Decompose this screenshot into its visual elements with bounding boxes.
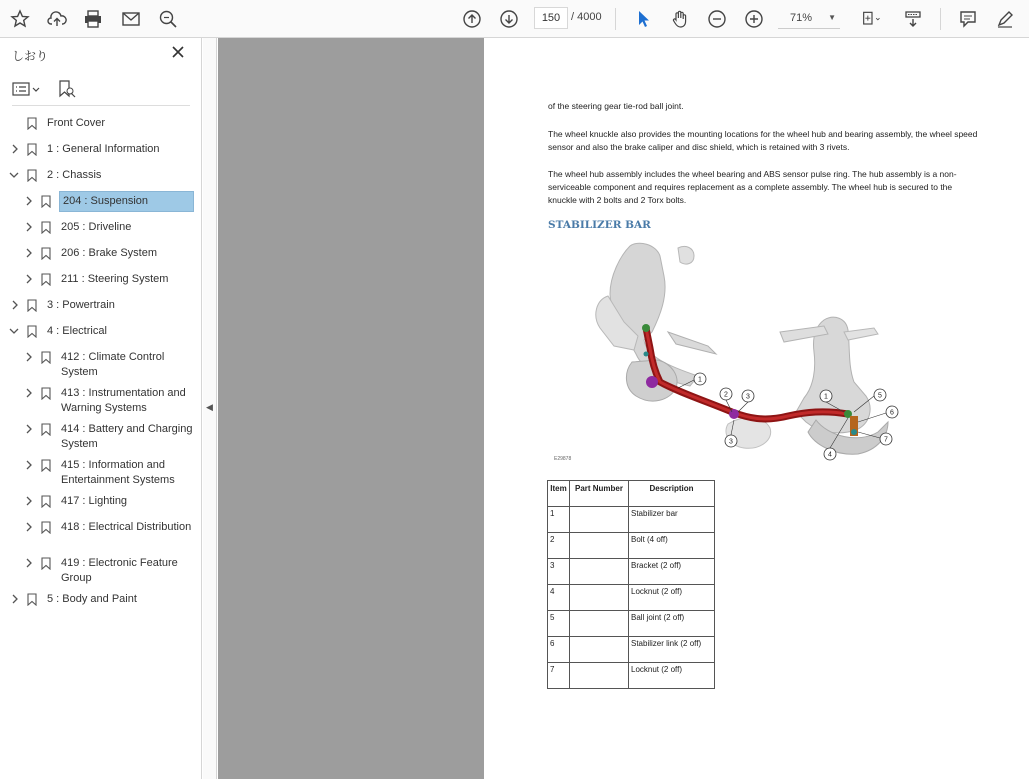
bookmark-label: 414 : Battery and Charging System [61,423,193,450]
table-cell: Ball joint (2 off) [629,611,715,637]
table-row [548,559,715,585]
chevron-right-icon[interactable] [24,248,34,258]
bookmark-label: Front Cover [47,117,106,129]
table-cell: 4 [548,585,570,611]
zoom-out-icon[interactable] [704,6,730,32]
bookmark-label: 2 : Chassis [47,169,102,181]
paragraph: of the steering gear tie-rod ball joint. [548,101,684,111]
chevron-down-icon[interactable] [9,170,19,180]
page-total: / 4000 [571,11,602,23]
stabilizer-bar-illustration [548,236,908,468]
bookmark-icon [27,117,37,130]
bookmark-label: 206 : Brake System [61,247,157,259]
bookmark-icon [27,169,37,182]
next-page-icon[interactable] [496,6,522,32]
bookmark-star-icon[interactable] [7,6,33,32]
collapse-panel-icon[interactable]: ◀ [206,402,213,412]
bookmark-icon [41,423,51,436]
email-icon[interactable] [118,6,144,32]
bookmark-label: 417 : Lighting [61,495,128,507]
callout-label: 5 [878,392,882,400]
bookmark-label: 211 : Steering System [61,273,169,285]
chevron-right-icon[interactable] [24,522,34,532]
table-row [548,663,715,689]
callout-label: 3 [746,393,750,401]
callout-label: 1 [698,376,702,384]
comment-icon[interactable] [955,6,981,32]
bookmark-icon [27,325,37,338]
callout-label: 6 [890,409,894,417]
table-cell [570,559,629,585]
bookmark-label: 413 : Instrumentation and Warning Systems [61,387,186,414]
scroll-mode-icon[interactable] [900,6,926,32]
chevron-right-icon[interactable] [10,594,20,604]
bookmark-label: 5 : Body and Paint [47,593,137,605]
document-background [218,38,484,779]
table-cell: 2 [548,533,570,559]
chevron-right-icon[interactable] [24,424,34,434]
callout-label: 7 [884,436,888,444]
callout-label: 2 [724,391,728,399]
table-cell: Bracket (2 off) [629,559,715,585]
bookmark-icon [41,459,51,472]
table-cell [570,585,629,611]
bookmark-icon [41,247,51,260]
bookmark-icon [41,387,51,400]
table-cell [570,507,629,533]
table-cell: Stabilizer bar [629,507,715,533]
chevron-right-icon[interactable] [24,352,34,362]
chevron-right-icon[interactable] [24,388,34,398]
chevron-right-icon[interactable] [24,196,34,206]
toolbar-divider [615,8,616,30]
zoom-search-icon[interactable] [155,6,181,32]
chevron-right-icon[interactable] [24,274,34,284]
bookmark-label: 419 : Electronic Feature Group [61,557,178,584]
table-cell [570,637,629,663]
new-bookmark-icon[interactable] [58,80,76,98]
column-header: Part Number [570,481,629,507]
bookmark-label: 1 : General Information [47,143,160,155]
options-menu-icon[interactable] [12,80,42,98]
table-row [548,533,715,559]
table-cell [570,663,629,689]
table-cell: 3 [548,559,570,585]
select-cursor-icon[interactable] [630,6,656,32]
table-row [548,585,715,611]
callout-label: 1 [824,393,828,401]
bookmark-icon [41,557,51,570]
print-icon[interactable] [80,6,106,32]
table-cell: Bolt (4 off) [629,533,715,559]
page-number-input[interactable]: 150 [534,7,568,29]
previous-page-icon[interactable] [459,6,485,32]
table-header-row [548,481,715,507]
bookmark-icon [41,273,51,286]
chevron-right-icon[interactable] [24,460,34,470]
table-row [548,507,715,533]
bookmark-label: 205 : Driveline [61,221,132,233]
bookmark-label: 412 : Climate Control System [61,351,165,378]
table-cell: 7 [548,663,570,689]
page-fit-icon[interactable] [857,6,887,32]
bookmark-label: 204 : Suspension [60,192,193,211]
bookmark-icon [27,143,37,156]
table-cell [570,533,629,559]
chevron-right-icon[interactable] [24,558,34,568]
toolbar [0,0,1029,38]
bookmark-tools [12,74,190,106]
bookmark-icon [41,521,51,534]
table-cell: Locknut (2 off) [629,663,715,689]
callout-label: 4 [828,451,832,459]
panel-title: しおり [12,49,49,63]
figure-id: E29878 [554,456,572,462]
table-row [548,611,715,637]
bookmark-label: 3 : Powertrain [47,299,115,311]
bookmark-icon [41,221,51,234]
panel-splitter[interactable] [203,38,217,779]
bookmark-icon [41,195,51,208]
table-cell: 5 [548,611,570,637]
parts-table [547,480,715,689]
chevron-right-icon[interactable] [10,144,20,154]
zoom-level-value: 71% [790,12,813,24]
bookmark-icon [41,495,51,508]
bookmark-icon [27,299,37,312]
column-header: Description [629,481,715,507]
close-icon[interactable] [170,44,186,60]
hand-tool-icon[interactable] [667,6,693,32]
chevron-down-icon: ▼ [828,13,836,22]
table-cell: 6 [548,637,570,663]
table-cell: Locknut (2 off) [629,585,715,611]
chevron-down-icon[interactable] [9,326,19,336]
zoom-in-icon[interactable] [741,6,767,32]
table-cell [570,611,629,637]
callout-label: 3 [729,438,733,446]
chevron-right-icon[interactable] [10,300,20,310]
table-row [548,637,715,663]
bookmark-icon [41,351,51,364]
bookmark-icon [27,593,37,606]
table-cell: 1 [548,507,570,533]
table-cell: Stabilizer link (2 off) [629,637,715,663]
section-heading: STABILIZER BAR [548,219,651,231]
chevron-right-icon[interactable] [24,222,34,232]
bookmark-label: 4 : Electrical [47,325,107,337]
bookmark-label: 415 : Information and Entertainment Systems [61,459,175,486]
document-page [484,38,1029,779]
paragraph: The wheel hub assembly includes the wheel bearing and ABS sensor pulse ring. The hub assembly is a non-serviceable component and requires replacement as a complete assembly. The wheel hub is secured to the knuckle with 2 bolts and 2 Torx bolts. [548,169,957,205]
bookmarks-panel [0,38,202,779]
upload-cloud-icon[interactable] [44,6,70,32]
highlight-pen-icon[interactable] [992,6,1018,32]
toolbar-divider [940,8,941,30]
chevron-right-icon[interactable] [24,496,34,506]
paragraph: The wheel knuckle also provides the mounting locations for the wheel hub and bearing assembly, the wheel speed sensor and also the brake caliper and disc shield, which is retained with 3 rivets. [548,129,978,152]
bookmark-label: 418 : Electrical Distribution [61,521,192,533]
zoom-level-select[interactable] [778,7,840,29]
column-header: Item [548,481,570,507]
